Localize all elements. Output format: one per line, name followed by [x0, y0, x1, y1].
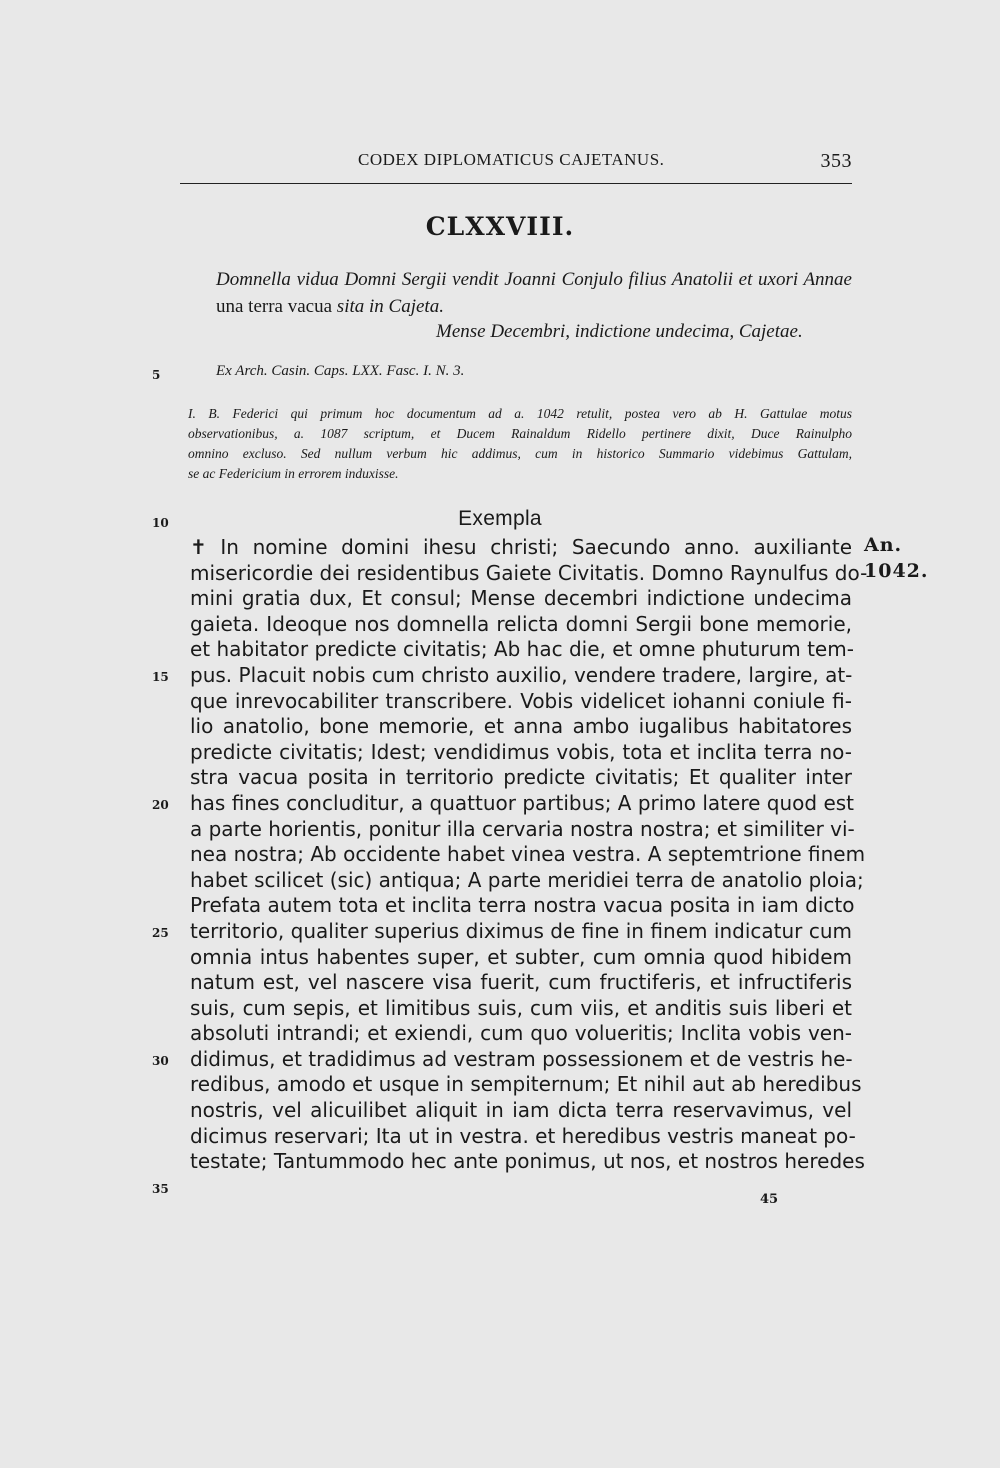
- text-line: omnia intus habentes super, et subter, cum omnia quod hibidem: [190, 944, 852, 969]
- text-line: que inrevocabiliter transcribere. Vobis videlicet iohanni coniule fi-: [190, 688, 852, 713]
- text-line: lio anatolio, bone memorie, et anna ambo iugalibus habitatores: [190, 714, 852, 739]
- margin-line-number: 10: [152, 516, 169, 530]
- source-citation: Ex Arch. Casin. Caps. LXX. Fasc. I. N. 3.: [216, 363, 465, 379]
- text-line: redibus, amodo et usque in sempiternum; Et nihil aut ab heredibus: [190, 1072, 862, 1097]
- document-summary: [216, 266, 852, 320]
- text-line: absoluti intrandi; et exiendi, cum quo volueritis; Inclita vobis ven-: [190, 1021, 852, 1046]
- text-line: territorio, qualiter superius diximus de fine in finem indicatur cum: [190, 918, 852, 943]
- charter-text: [190, 535, 868, 1175]
- running-title: CODEX DIPLOMATICUS CAJETANUS.: [358, 150, 665, 169]
- text-line: testate; Tantummodo hec ante ponimus, ut nos, et nostros heredes: [190, 1149, 865, 1174]
- text-line: stra vacua posita in territorio predicte civitatis; Et qualiter inter: [190, 765, 852, 790]
- text-line: mini gratia dux, Et consul; Mense decembri indictione undecima: [190, 586, 852, 611]
- text-line: nostris, vel alicuilibet aliquit in iam dicta terra reservavimus, vel: [190, 1098, 852, 1123]
- note-line: omnino excluso. Sed nullum verbum hic addimus, cum in historico Summario videbimus Gattulam,: [188, 446, 852, 461]
- summary-text-2: sita in Cajeta.: [336, 296, 444, 317]
- summary-text-roman: una terra vacua: [216, 296, 337, 317]
- text-line: misericordie dei residentibus Gaiete Civitatis. Domno Raynulfus do-: [190, 560, 868, 585]
- document-number: CLXXVIII.: [425, 212, 575, 241]
- text-line: natum est, vel nascere visa fuerit, cum fructiferis, et infructiferis: [190, 970, 852, 995]
- dateline: Mense Decembri, indictione undecima, Cajetae.: [436, 321, 803, 342]
- summary-text-1: Domnella vidua Domni Sergii vendit Joanni Conjulo filius Anatolii et uxori Annae: [216, 269, 852, 290]
- margin-line-number: 35: [152, 1182, 169, 1196]
- note-line: se ac Federicium in errorem induxisse.: [188, 466, 399, 481]
- text-line: a parte horientis, ponitur illa cervaria nostra nostra; et similiter vi-: [190, 816, 855, 841]
- note-line: I. B. Federici qui primum hoc documentum ad a. 1042 retulit, postea vero ab H. Gattulae motus: [188, 406, 852, 421]
- editorial-note: [188, 404, 852, 484]
- signature-mark: 45: [760, 1192, 779, 1207]
- text-line: nea nostra; Ab occidente habet vinea vestra. A septemtrione finem: [190, 842, 866, 867]
- note-line: observationibus, a. 1087 scriptum, et Ducem Rainaldum Ridello pertinere dixit, Duce Rainulpho: [188, 426, 852, 441]
- margin-line-number: 20: [152, 798, 169, 812]
- text-line: Prefata autem tota et inclita terra nostra vacua posita in iam dicto: [190, 893, 855, 918]
- year-label-an: An.: [864, 534, 903, 556]
- margin-line-number: 30: [152, 1054, 169, 1068]
- text-line: habet scilicet (sic) antiqua; A parte meridiei terra de anatolio ploia;: [190, 867, 864, 892]
- margin-line-number: 15: [152, 670, 169, 684]
- margin-line-number: 5: [152, 368, 161, 382]
- text-line: suis, cum sepis, et limitibus suis, cum viis, et anditis suis liberi et: [190, 995, 852, 1020]
- text-line: gaieta. Ideoque nos domnella relicta domni Sergii bone memorie,: [190, 611, 852, 636]
- text-line: et habitator predicte civitatis; Ab hac die, et omne phuturum tem-: [190, 637, 854, 662]
- text-line: ✝ In nomine domini ihesu christi; Saecundo anno. auxiliante: [190, 535, 852, 559]
- margin-line-number: 25: [152, 926, 169, 940]
- page-number: 353: [820, 150, 852, 172]
- text-line: dicimus reservari; Ita ut in vestra. et heredibus vestris maneat po-: [190, 1123, 856, 1148]
- header-rule: [180, 183, 852, 184]
- exempla-heading: Exempla: [458, 507, 542, 530]
- text-line: didimus, et tradidimus ad vestram possessionem et de vestris he-: [190, 1046, 853, 1071]
- text-line: has fines concluditur, a quattuor partibus; A primo latere quod est: [190, 790, 855, 815]
- text-line: pus. Placuit nobis cum christo auxilio, vendere tradere, largire, at-: [190, 662, 853, 687]
- text-line: predicte civitatis; Idest; vendidimus vobis, tota et inclita terra no-: [190, 739, 852, 764]
- year-label-year: 1042.: [864, 560, 929, 582]
